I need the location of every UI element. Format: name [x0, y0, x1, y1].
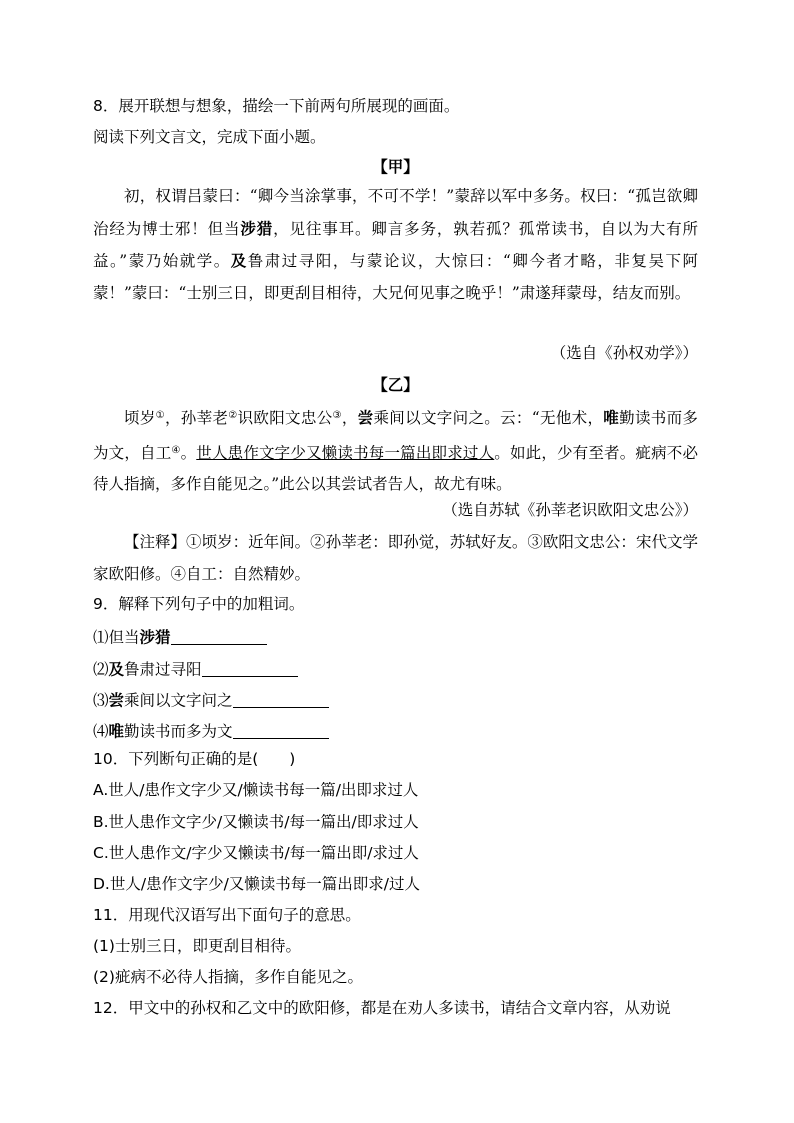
- passage-jia-heading: 【甲】: [372, 158, 419, 176]
- passage-yi-source: （选自苏轼《孙莘老识欧阳文忠公》）: [442, 501, 698, 519]
- answer-blank[interactable]: [233, 722, 329, 739]
- option-b[interactable]: B.世人患作文字少/又懒读书/每一篇出/即求过人: [93, 813, 419, 831]
- bold-word-chang: 尝: [357, 408, 374, 427]
- question-9-title: 9．解释下列句子中的加粗词。: [93, 595, 305, 613]
- question-11-title: 11．用现代汉语写出下面句子的意思。: [93, 906, 361, 924]
- passage-jia-text: 初，权谓吕蒙曰：“卿今当涂掌事，不可不学！”蒙辞以军中多务。权曰：“孤岂欲卿治经为博士邪！但当涉猎，见往事耳。卿言多务，孰若孤？孤常读书，自以为大有所益。”蒙乃始就学。及鲁肃过寻阳，与蒙论议，大惊曰：“卿今者才略，非复吴下阿蒙！”蒙曰：“士别三日，即更刮目相待，大兄何见事之晚乎！”肃遂拜蒙母，结友而别。: [93, 187, 698, 302]
- question-11-item-1: (1)士别三日，即更刮目相待。: [93, 937, 301, 955]
- option-c[interactable]: C.世人患作文/字少又懒读书/每一篇出即/求过人: [93, 844, 419, 862]
- underlined-sentence: 世人患作文字少又懒读书每一篇出即求过人: [196, 443, 495, 462]
- answer-blank[interactable]: [171, 628, 267, 645]
- question-11-item-2: (2)疵病不必待人指摘，多作自能见之。: [93, 968, 363, 986]
- question-9-item-3: ⑶尝乘间以文字问之: [93, 691, 329, 709]
- reading-instruction: 阅读下列文言文，完成下面小题。: [93, 128, 326, 146]
- note-marker-4: ④: [171, 444, 181, 456]
- bold-word-ji: 及: [230, 251, 248, 270]
- passage-yi-text: 顷岁①，孙莘老②识欧阳文忠公③，尝乘间以文字问之。云：“无他术，唯勤读书而多为文，自工④。世人患作文字少又懒读书每一篇出即求过人。如此，少有至者。疵病不必待人指摘，多作自能见之。”此公以其尝试者告人，故尤有味。: [93, 408, 698, 493]
- annotations: 【注释】①顷岁：近年间。②孙莘老：即孙觉，苏轼好友。③欧阳文忠公：宋代文学家欧阳修。④自工：自然精妙。: [93, 533, 698, 583]
- answer-blank[interactable]: [202, 660, 298, 677]
- question-8: 8．展开联想与想象，描绘一下前两句所展现的画面。: [93, 97, 460, 115]
- note-marker-2: ②: [228, 410, 238, 421]
- question-10-title: 10．下列断句正确的是( ): [93, 750, 296, 768]
- note-marker-3: ③: [332, 410, 342, 421]
- option-d[interactable]: D.世人/患作文字少/又懒读书每一篇出即求/过人: [93, 875, 421, 893]
- option-a[interactable]: A.世人/患作文字少又/懒读书每一篇/出即求过人: [93, 781, 419, 799]
- passage-yi-heading: 【乙】: [372, 376, 419, 394]
- passage-jia-source: （选自《孙权劝学》）: [550, 344, 698, 362]
- answer-blank[interactable]: [233, 691, 329, 708]
- bold-word-wei: 唯: [603, 408, 620, 427]
- note-marker-1: ①: [155, 410, 165, 421]
- question-9-item-2: ⑵及鲁肃过寻阳: [93, 660, 298, 678]
- question-9-item-4: ⑷唯勤读书而多为文: [93, 722, 329, 740]
- question-9-item-1: ⑴但当涉猎: [93, 628, 267, 646]
- bold-word-shelie: 涉猎: [240, 218, 274, 238]
- question-12: 12．甲文中的孙权和乙文中的欧阳修，都是在劝人多读书，请结合文章内容，从劝说: [93, 999, 671, 1017]
